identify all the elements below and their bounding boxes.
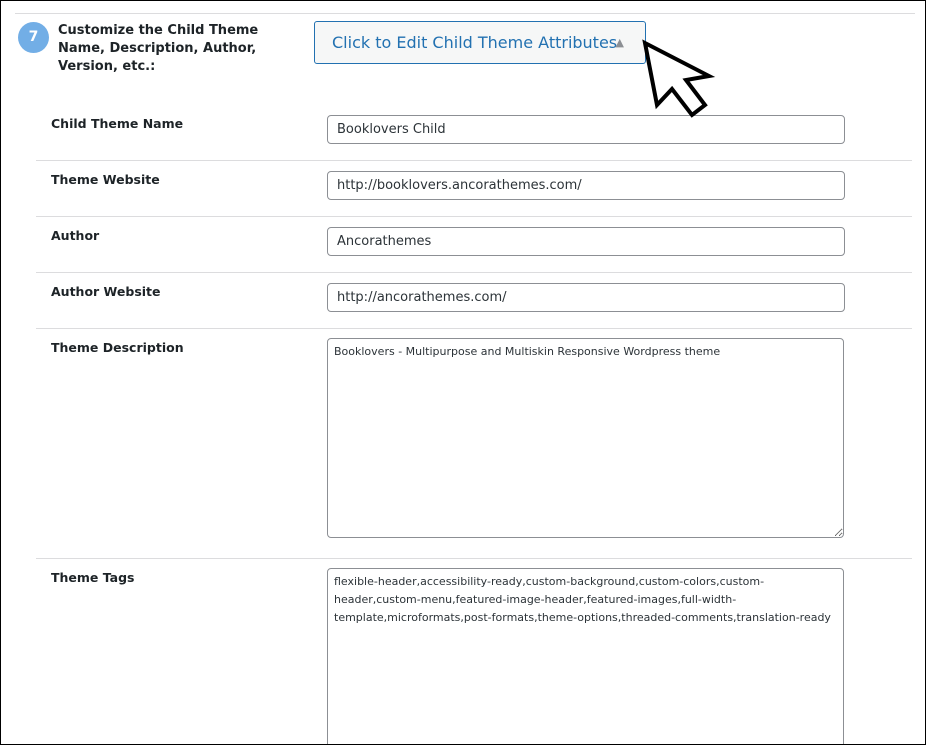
child-theme-name-input[interactable] [327,115,845,144]
theme-tags-textarea[interactable] [327,568,844,745]
triangle-up-icon: ▲ [615,36,624,49]
theme-website-input[interactable] [327,171,845,200]
step-number-badge: 7 [18,22,49,53]
row-divider [36,558,912,559]
child-theme-name-label: Child Theme Name [51,116,184,131]
author-label: Author [51,228,100,243]
author-input[interactable] [327,227,845,256]
pointer-cursor-icon [639,39,719,123]
row-divider [36,328,912,329]
edit-attributes-label: Click to Edit Child Theme Attributes [332,33,618,52]
theme-description-label: Theme Description [51,340,184,355]
row-divider [36,160,912,161]
row-divider [36,216,912,217]
author-website-label: Author Website [51,284,161,299]
theme-tags-label: Theme Tags [51,570,135,585]
theme-description-textarea[interactable] [327,338,844,538]
step-label: Customize the Child Theme Name, Description, Author, Version, etc.: [58,23,259,74]
author-website-input[interactable] [327,283,845,312]
row-divider [36,272,912,273]
theme-website-label: Theme Website [51,172,160,187]
edit-child-theme-attributes-button[interactable] [314,21,646,64]
top-divider [15,13,915,14]
